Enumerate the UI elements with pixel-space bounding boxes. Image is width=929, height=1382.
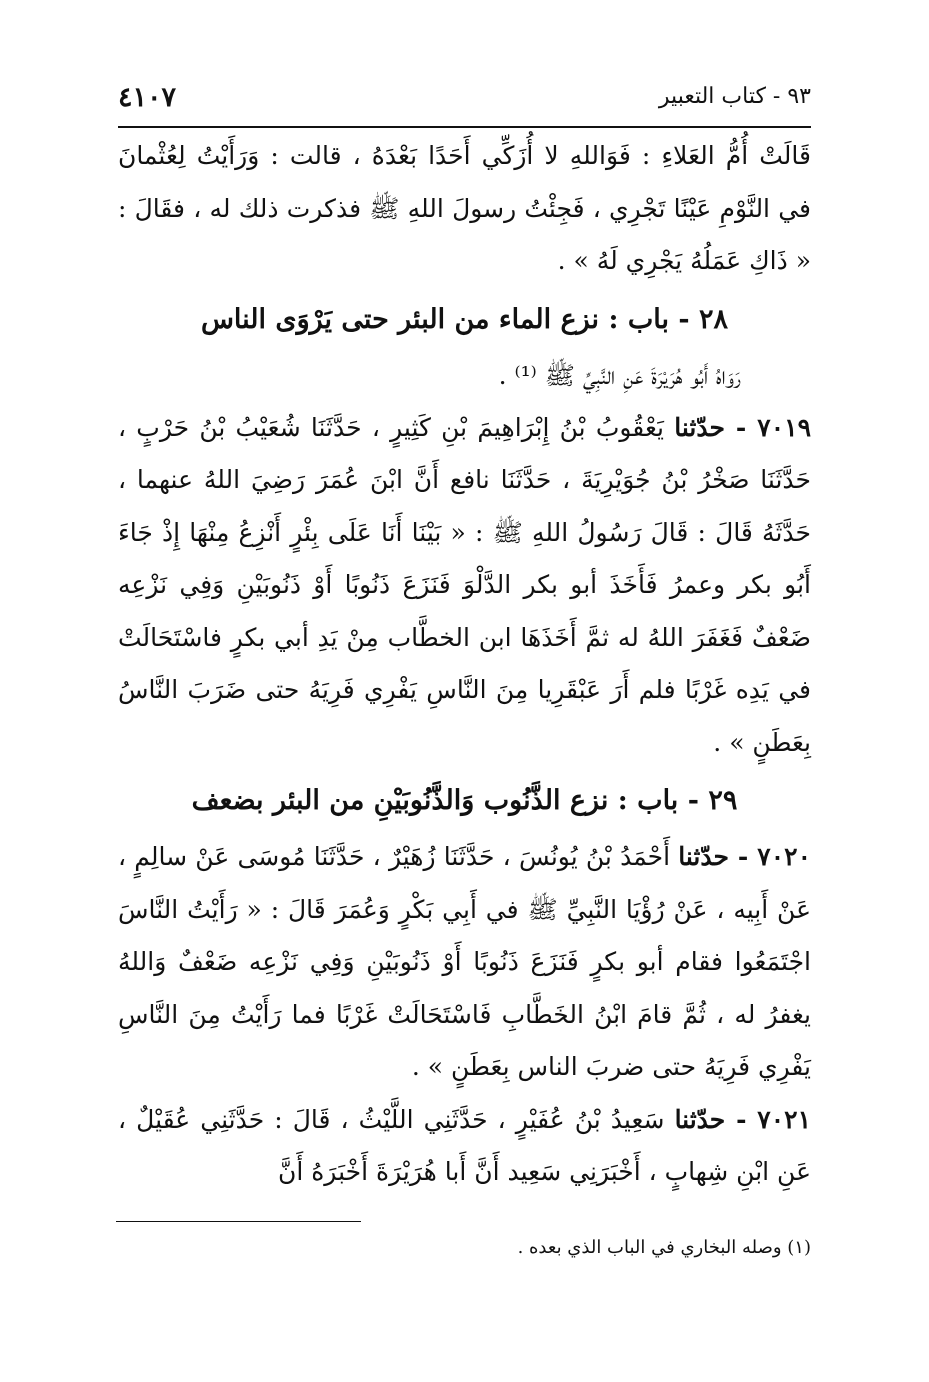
chapter-heading-29: ٢٩ - باب : نزع الذَّنُوب وَالذَّنُوبَيْنِ من البئر بضعف — [191, 785, 738, 816]
opening-paragraph: قَالَتْ أُمُّ العَلاءِ : فَوَاللهِ لا أُزَكِّي أَحَدًا بَعْدَهُ ، قالت : وَرَأَيْتُ لِعُثْمانَ في النَّوْمِ عَيْنًا تَجْرِي ، فَجِئْتُ رسولَ اللهِ ﷺ فذكرت ذلك له ، فقَالَ : « ذَاكِ عَمَلُهُ يَجْرِي لَهُ » . — [118, 141, 811, 275]
hadith-7021-number: ٧٠٢١ - حدّثنا — [674, 1104, 812, 1134]
hadith-7020 — [118, 831, 811, 1094]
hadith-7019 — [118, 402, 811, 770]
hadith-7021-text: سَعِيدُ بْنُ عُفَيْرٍ ، حَدَّثَنِي اللَّيْثُ ، قَالَ : حَدَّثَنِي عُقَيْلٌ ، عَنِ ابْنِ شِهابٍ ، أَخْبَرَنِي سَعِيد أَنَّ أَبا هُرَيْرَةَ أَخْبَرَهُ أَنَّ — [118, 1104, 811, 1186]
chapter-heading-28: ٢٨ - باب : نزع الماء من البئر حتى يَرْوَى الناس — [200, 303, 729, 335]
book-page — [118, 80, 811, 1262]
chapter-title: ٩٣ - كتاب التعبير — [658, 84, 811, 109]
chapter-note-28: رَوَاهُ أَبُو هُرَيْرَةَ عَنِ النَّبِيِّ ﷺ ⁽¹⁾ . — [498, 360, 741, 390]
hadith-7020-text: أَحْمَدُ بْنُ يُونُسَ ، حَدَّثَنَا زُهَيْرٌ ، حَدَّثَنَا مُوسَى عَنْ سالِمٍ ، عَنْ أَبِيه ، عَنْ رُؤْيَا النَّبِيِّ ﷺ في أَبِي بَكْرٍ وَعُمَرَ قَالَ : « رَأَيْتُ النَّاسَ اجْتَمَعُوا فقام أبو بكرٍ فَنَزَعَ ذَنُوبًا أَوْ ذَنُوبَيْنِ وَفِي نَزْعِه ضَعْفٌ وَاللهُ يغفرُ له ، ثُمَّ قامَ ابْنُ الخَطَّابِ فَاسْتَحَالَتْ غَرْبًا فما رَأَيْتُ مِنَ النَّاسِ يَفْرِي فَرِيَهُ حتى ضربَ الناس بِعَطَنٍ » . — [118, 842, 811, 1081]
header-rule — [118, 126, 811, 128]
hadith-7020-number: ٧٠٢٠ - حدّثنا — [678, 842, 811, 871]
hadith-7021 — [118, 1094, 811, 1199]
footnote-rule — [116, 1221, 361, 1222]
page-header — [118, 80, 811, 130]
hadith-7019-text: يَعْقُوبُ بْنُ إِبْرَاهِيمَ بْنِ كَثِيرٍ ، حَدَّثَنَا شُعَيْبُ بْنُ حَرْبٍ ، حَدَّثَنَا صَخْرُ بْنُ جُوَيْرِيَةَ ، حَدَّثَنَا نافع أَنَّ ابْنَ عُمَرَ رَضِيَ اللهُ عنهما ، حَدَّثَهُ قَالَ : قَالَ رَسُولُ اللهِ ﷺ : « بَيْنَا أَنَا عَلَى بِئْرٍ أَنْزِعُ مِنْهَا إِذْ جَاءَ أَبُو بكر وعمرُ فَأَخَذَ أبو بكر الدَّلْوَ فَنَزَعَ ذَنُوبًا أَوْ ذَنُوبَيْنِ وَفِي نَزْعِه ضَعْفٌ فَغَفَرَ اللهُ له ثمَّ أَخَذَهَا ابن الخطَّاب مِنْ يَدِ أبي بكرٍ فاسْتَحَالَتْ في يَدِه غَرْبًا فلم أَرَ عَبْقَرِيا مِنَ النَّاسِ يَفْرِي فَرِيَهُ حتى ضَرَبَ النَّاسُ بِعَطَنٍ » . — [118, 412, 811, 757]
hadith-7019-number: ٧٠١٩ - حدّثنا — [674, 412, 811, 442]
page-number: ٤١٠٧ — [118, 82, 177, 113]
footnote: (١) وصله البخاري في الباب الذي بعده . — [517, 1236, 811, 1258]
